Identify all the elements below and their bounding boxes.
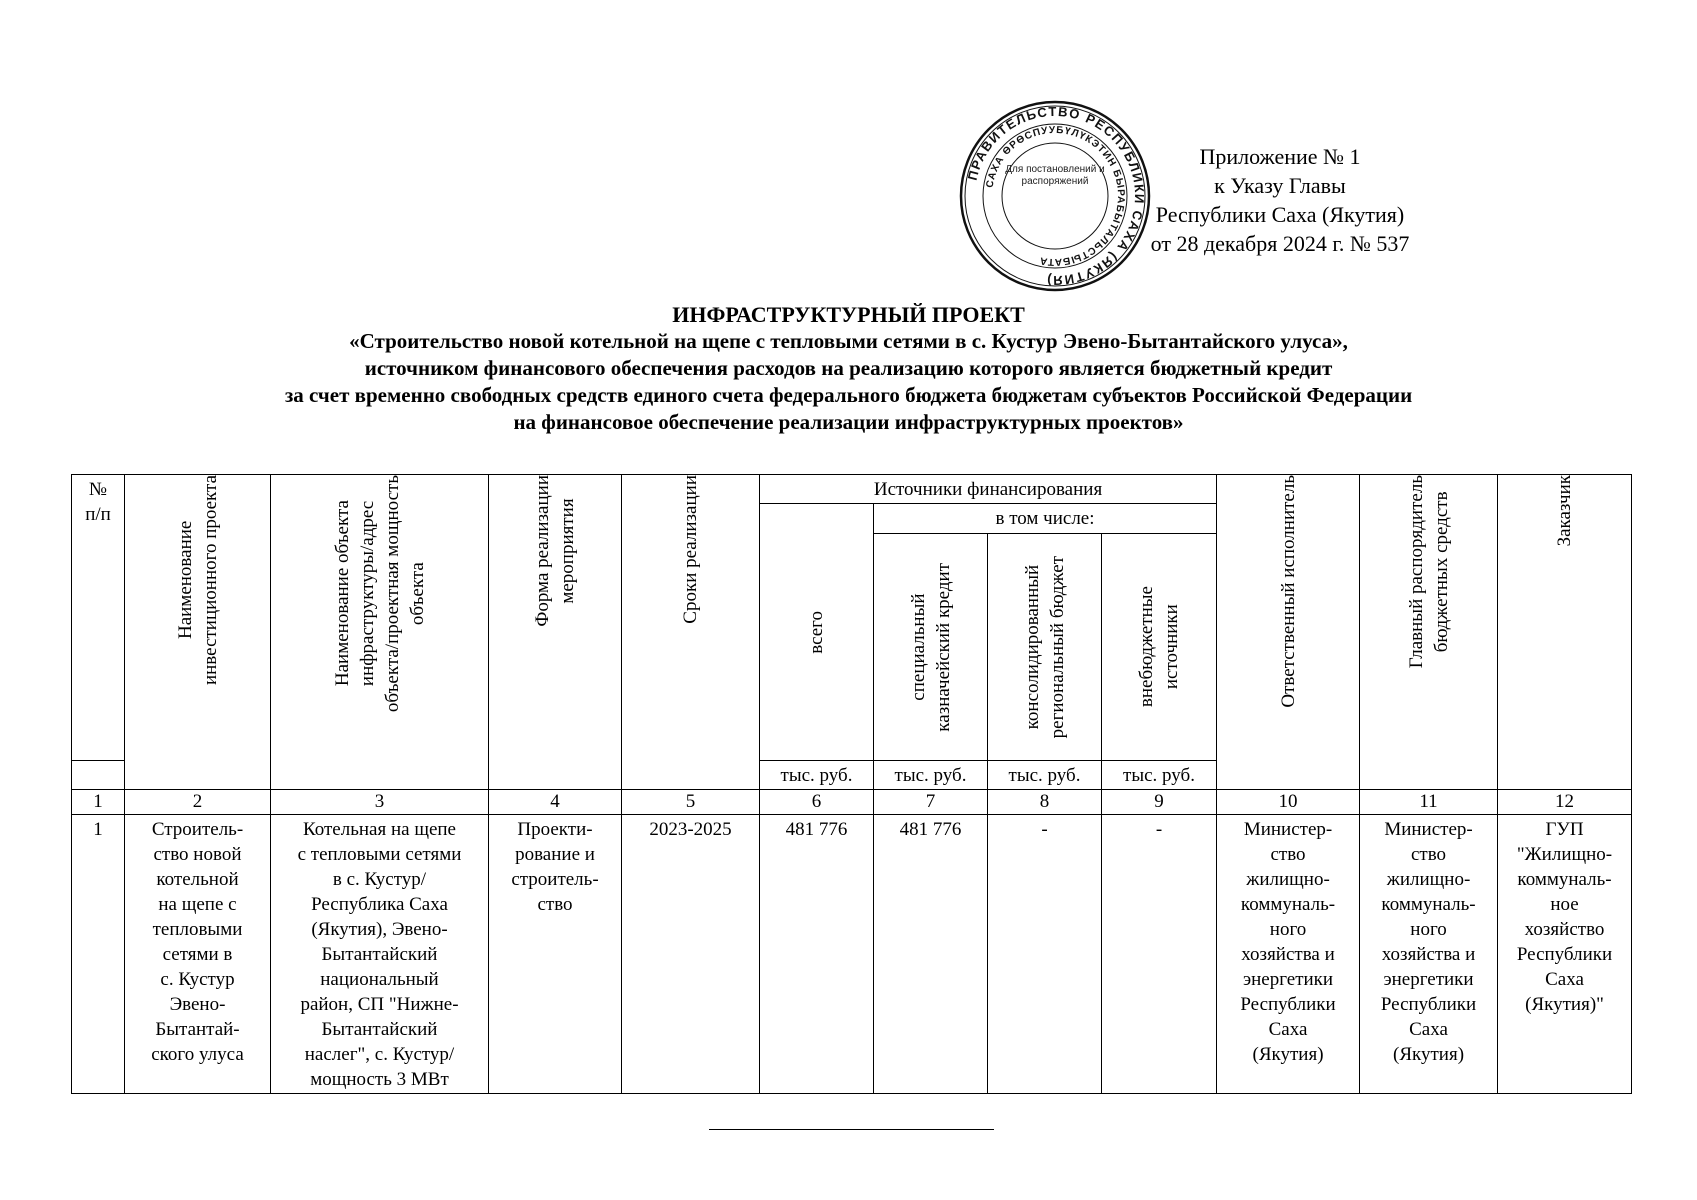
cell-customer: ГУП "Жилищно- коммуналь- ное хозяйство Республики Саха (Якутия)" <box>1498 815 1632 1094</box>
document-title <box>0 301 1697 436</box>
cell-chief-manager: Министер- ство жилищно- коммуналь- ного хозяйства и энергетики Республики Саха (Якутия) <box>1360 815 1498 1094</box>
cell-consolidated: - <box>988 815 1102 1094</box>
header-special-credit: специальный казначейский кредит <box>874 534 988 761</box>
header-project-name: Наименование инвестиционного проекта <box>125 475 271 790</box>
col-number: 12 <box>1498 790 1632 815</box>
header-chief-manager: Главный распорядитель бюджетных средств <box>1360 475 1498 790</box>
cell-executor: Министер- ство жилищно- коммуналь- ного хозяйства и энергетики Республики Саха (Якутия) <box>1217 815 1360 1094</box>
header-including: в том числе: <box>874 504 1217 534</box>
col-number: 7 <box>874 790 988 815</box>
header-num: № п/п <box>72 475 125 761</box>
table-row <box>72 815 1632 1094</box>
cell-form: Проекти- рование и строитель- ство <box>489 815 622 1094</box>
title-line-1: ИНФРАСТРУКТУРНЫЙ ПРОЕКТ <box>672 302 1025 327</box>
appendix-line-4: от 28 декабря 2024 г. № 537 <box>1150 231 1410 256</box>
header-consolidated: консолидированный региональный бюджет <box>988 534 1102 761</box>
unit-special-credit: тыс. руб. <box>874 761 988 790</box>
unit-consolidated: тыс. руб. <box>988 761 1102 790</box>
header-terms: Сроки реализации <box>622 475 760 790</box>
unit-total: тыс. руб. <box>760 761 874 790</box>
col-number: 11 <box>1360 790 1498 815</box>
col-number: 9 <box>1102 790 1217 815</box>
header-executor: Ответственный исполнитель <box>1217 475 1360 790</box>
col-number: 5 <box>622 790 760 815</box>
header-object-name: Наименование объекта инфраструктуры/адрес объекта/проектная мощность объекта <box>271 475 489 790</box>
col-number: 10 <box>1217 790 1360 815</box>
cell-extrabudget: - <box>1102 815 1217 1094</box>
title-line-4: за счет временно свободных средств единого счета федерального бюджета бюджетам субъектов Российской Федерации <box>284 383 1413 407</box>
col-number: 2 <box>125 790 271 815</box>
project-table <box>71 474 1632 1094</box>
header-form: Форма реализации мероприятия <box>489 475 622 790</box>
cell-terms: 2023-2025 <box>622 815 760 1094</box>
col-number: 4 <box>489 790 622 815</box>
col-number: 1 <box>72 790 125 815</box>
appendix-line-1: Приложение № 1 <box>1199 144 1361 169</box>
header-extrabudget: внебюджетные источники <box>1102 534 1217 761</box>
seal-inner-text: САХА ӨРӨСПУУБҮЛҮКЭТИН БЫРАБЫТАЛЬСТЫБАТА <box>984 124 1127 268</box>
appendix-line-3: Республики Саха (Якутия) <box>1155 202 1405 227</box>
header-customer: Заказчик <box>1498 475 1632 790</box>
cell-total: 481 776 <box>760 815 874 1094</box>
cell-num: 1 <box>72 815 125 1094</box>
cell-special-credit: 481 776 <box>874 815 988 1094</box>
appendix-header <box>1120 142 1440 258</box>
title-line-3: источником финансового обеспечения расходов на реализацию которого является бюджетный кредит <box>364 356 1333 380</box>
column-numbers-row <box>72 790 1632 815</box>
unit-extrabudget: тыс. руб. <box>1102 761 1217 790</box>
cell-project-name: Строитель- ство новой котельной на щепе с тепловыми сетями в с. Кустур Эвено- Бытантай- ского улуса <box>125 815 271 1094</box>
seal-center-text: Для постановлений и распоряжений <box>1005 164 1105 187</box>
header-total: всего <box>760 504 874 761</box>
svg-text:САХА ӨРӨСПУУБҮЛҮКЭТИН БЫРАБЫТА <box>985 125 1127 267</box>
cell-object-name: Котельная на щепе с тепловыми сетями в с. Кустур/ Республика Саха (Якутия), Эвено- Бытантайский национальный район, СП "Нижне- Бытантайский наслег", с. Кустур/ мощность 3 МВт <box>271 815 489 1094</box>
col-number: 6 <box>760 790 874 815</box>
header-sources: Источники финансирования <box>760 475 1217 504</box>
title-line-2: «Строительство новой котельной на щепе с тепловыми сетями в с. Кустур Эвено-Бытантайского улуса», <box>349 329 1348 353</box>
closing-rule <box>709 1129 994 1130</box>
col-number: 3 <box>271 790 489 815</box>
seal-outer-text: ПРАВИТЕЛЬСТВО РЕСПУБЛИКИ САХА (ЯКУТИЯ) <box>964 103 1148 289</box>
col-number: 8 <box>988 790 1102 815</box>
title-line-5: на финансовое обеспечение реализации инфраструктурных проектов» <box>513 410 1184 434</box>
appendix-line-2: к Указу Главы <box>1214 173 1346 198</box>
